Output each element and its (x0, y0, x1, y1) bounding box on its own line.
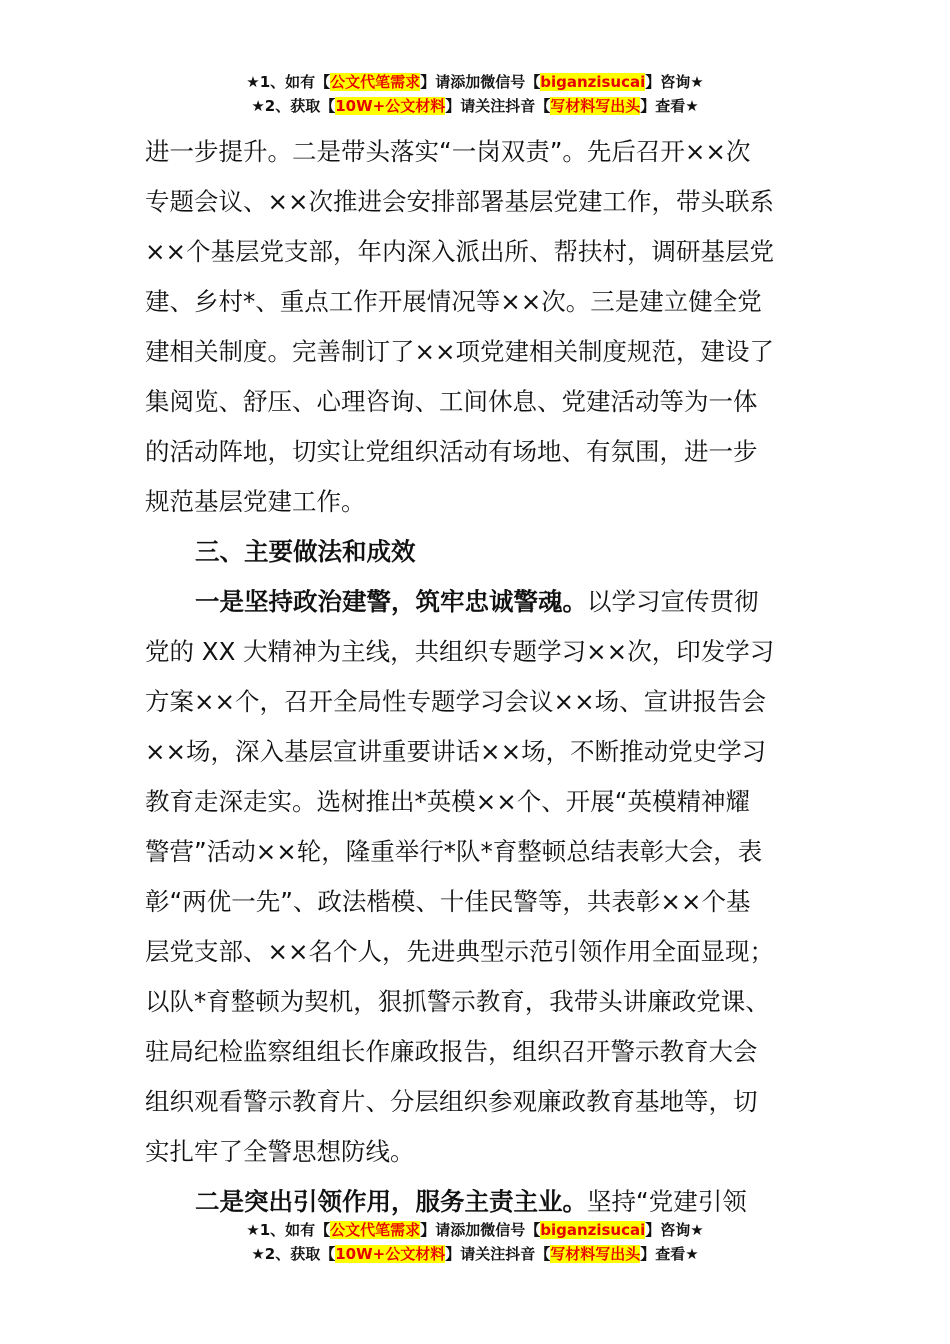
banner-highlight: 公文代笔需求 (330, 1221, 421, 1239)
text-line: 建相关制度。完善制订了××项党建相关制度规范，建设了 (145, 337, 775, 366)
text-line: 的活动阵地，切实让党组织活动有场地、有氛围，进一步 (145, 437, 758, 466)
text-line: ××场，深入基层宣讲重要讲话××场，不断推动党史学习 (145, 737, 767, 766)
header-banner (0, 70, 950, 118)
text-line: 建、乡村*、重点工作开展情况等××次。三是建立健全党 (145, 287, 762, 316)
paragraph-lead: 二是突出引领作用，服务主责主业。 (195, 1187, 587, 1216)
text-line: 集阅览、舒压、心理咨询、工间休息、党建活动等为一体 (145, 387, 758, 416)
banner-highlight: biganzisucai (540, 73, 646, 91)
text-line: 驻局纪检监察组组长作廉政报告，组织召开警示教育大会 (145, 1037, 758, 1066)
text-line: 党的 XX 大精神为主线，共组织专题学习××次，印发学习 (145, 637, 775, 666)
text-line: 规范基层党建工作。 (145, 487, 366, 516)
text-line: 以队*育整顿为契机，狠抓警示教育，我带头讲廉政党课、 (145, 987, 770, 1016)
banner-line-1: ★1、如有【公文代笔需求】请添加微信号【biganzisucai】咨询★ (246, 1221, 704, 1239)
text-line: 层党支部、××名个人，先进典型示范引领作用全面显现； (145, 937, 775, 966)
text-line: 组织观看警示教育片、分层组织参观廉政教育基地等，切 (145, 1087, 758, 1116)
text-line: ××个基层党支部，年内深入派出所、帮扶村，调研基层党 (145, 237, 775, 266)
text-line: 彰“两优一先”、政法楷模、十佳民警等，共表彰××个基 (145, 887, 751, 916)
banner-highlight: 10W+公文材料 (335, 97, 446, 115)
text-line: 教育走深走实。选树推出*英模××个、开展“英模精神耀 (145, 787, 750, 816)
banner-highlight: 10W+公文材料 (335, 1245, 446, 1263)
banner-highlight: 公文代笔需求 (330, 73, 421, 91)
banner-highlight: 写材料写出头 (550, 97, 641, 115)
document-body (145, 127, 809, 1227)
paragraph-lead: 一是坚持政治建警，筑牢忠诚警魂。 (195, 587, 587, 616)
section-heading: 三、主要做法和成效 (195, 537, 416, 566)
banner-highlight: biganzisucai (540, 1221, 646, 1239)
footer-banner (0, 1218, 950, 1266)
paragraph-first-line: 一是坚持政治建警，筑牢忠诚警魂。以学习宣传贯彻 (195, 587, 759, 616)
text-line: 专题会议、××次推进会安排部署基层党建工作，带头联系 (145, 187, 775, 216)
text-line: 警营”活动××轮，隆重举行*队*育整顿总结表彰大会，表 (145, 837, 763, 866)
paragraph-first-line: 二是突出引领作用，服务主责主业。坚持“党建引领 (195, 1187, 747, 1216)
text-line: 进一步提升。二是带头落实“一岗双责”。先后召开××次 (145, 137, 751, 166)
text-line: 方案××个，召开全局性专题学习会议××场、宣讲报告会 (145, 687, 767, 716)
banner-line-2: ★2、获取【10W+公文材料】请关注抖音【写材料写出头】查看★ (251, 97, 699, 115)
banner-highlight: 写材料写出头 (550, 1245, 641, 1263)
banner-line-2: ★2、获取【10W+公文材料】请关注抖音【写材料写出头】查看★ (251, 1245, 699, 1263)
text-line: 实扎牢了全警思想防线。 (145, 1137, 415, 1166)
banner-line-1: ★1、如有【公文代笔需求】请添加微信号【biganzisucai】咨询★ (246, 73, 704, 91)
